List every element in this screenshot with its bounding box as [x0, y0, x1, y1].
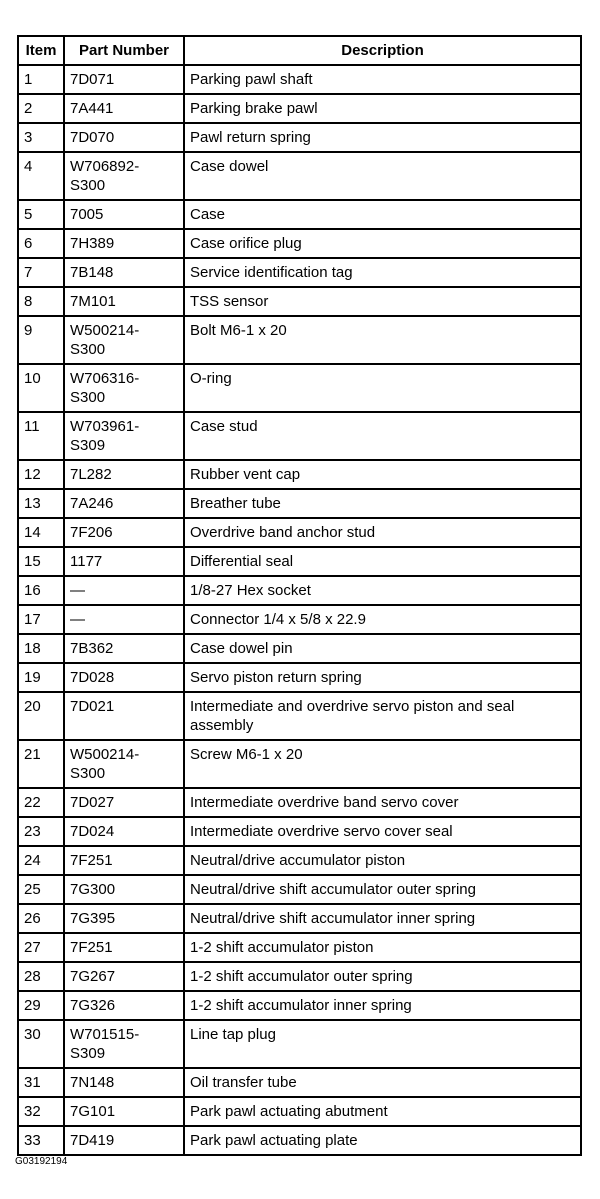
cell-description: 1-2 shift accumulator outer spring [184, 962, 581, 991]
cell-item: 32 [18, 1097, 64, 1126]
cell-item: 28 [18, 962, 64, 991]
cell-description: 1-2 shift accumulator piston [184, 933, 581, 962]
cell-description: Neutral/drive accumulator piston [184, 846, 581, 875]
cell-item: 14 [18, 518, 64, 547]
header-part-number: Part Number [64, 36, 184, 65]
cell-part-number: 7D028 [64, 663, 184, 692]
table-row [18, 460, 581, 489]
cell-part-number: 7D027 [64, 788, 184, 817]
table-row [18, 123, 581, 152]
cell-item: 1 [18, 65, 64, 94]
table-row [18, 740, 581, 788]
cell-item: 30 [18, 1020, 64, 1068]
table-row [18, 94, 581, 123]
table-row [18, 412, 581, 460]
table-row [18, 229, 581, 258]
table-row [18, 489, 581, 518]
cell-description: O-ring [184, 364, 581, 412]
cell-part-number: 7M101 [64, 287, 184, 316]
cell-item: 24 [18, 846, 64, 875]
cell-part-number: 7F206 [64, 518, 184, 547]
cell-description: Breather tube [184, 489, 581, 518]
table-row [18, 287, 581, 316]
cell-item: 2 [18, 94, 64, 123]
cell-description: Park pawl actuating abutment [184, 1097, 581, 1126]
header-row [18, 36, 581, 65]
cell-part-number: 1177 [64, 547, 184, 576]
table-row [18, 1020, 581, 1068]
table-row [18, 634, 581, 663]
cell-part-number: 7D021 [64, 692, 184, 740]
cell-item: 26 [18, 904, 64, 933]
cell-item: 20 [18, 692, 64, 740]
table-row [18, 846, 581, 875]
cell-part-number: W706316- S300 [64, 364, 184, 412]
table-row [18, 692, 581, 740]
cell-item: 4 [18, 152, 64, 200]
cell-part-number: 7A441 [64, 94, 184, 123]
cell-description: Case stud [184, 412, 581, 460]
cell-item: 3 [18, 123, 64, 152]
cell-item: 10 [18, 364, 64, 412]
table-row [18, 547, 581, 576]
table-row [18, 875, 581, 904]
cell-part-number: 7D419 [64, 1126, 184, 1155]
cell-part-number: 7D070 [64, 123, 184, 152]
table-row [18, 1126, 581, 1155]
cell-description: Intermediate and overdrive servo piston and seal assembly [184, 692, 581, 740]
figure-id: G03192194 [15, 1156, 68, 1167]
cell-item: 18 [18, 634, 64, 663]
cell-item: 5 [18, 200, 64, 229]
cell-description: Case orifice plug [184, 229, 581, 258]
cell-description: TSS sensor [184, 287, 581, 316]
parts-table [17, 35, 582, 1156]
cell-item: 22 [18, 788, 64, 817]
cell-description: Pawl return spring [184, 123, 581, 152]
cell-description: Parking brake pawl [184, 94, 581, 123]
cell-description: Overdrive band anchor stud [184, 518, 581, 547]
cell-item: 7 [18, 258, 64, 287]
cell-description: Intermediate overdrive band servo cover [184, 788, 581, 817]
cell-description: 1-2 shift accumulator inner spring [184, 991, 581, 1020]
cell-part-number: 7F251 [64, 846, 184, 875]
cell-part-number: 7H389 [64, 229, 184, 258]
cell-item: 9 [18, 316, 64, 364]
cell-description: Bolt M6-1 x 20 [184, 316, 581, 364]
table-row [18, 1068, 581, 1097]
cell-description: Case [184, 200, 581, 229]
cell-description: Connector 1/4 x 5/8 x 22.9 [184, 605, 581, 634]
cell-part-number: 7G267 [64, 962, 184, 991]
cell-description: Oil transfer tube [184, 1068, 581, 1097]
cell-part-number: W500214- S300 [64, 740, 184, 788]
table-row [18, 605, 581, 634]
cell-description: Neutral/drive shift accumulator outer spring [184, 875, 581, 904]
table-row [18, 65, 581, 94]
cell-description: Service identification tag [184, 258, 581, 287]
table-row [18, 788, 581, 817]
cell-part-number: 7N148 [64, 1068, 184, 1097]
cell-item: 29 [18, 991, 64, 1020]
header-item: Item [18, 36, 64, 65]
cell-item: 11 [18, 412, 64, 460]
cell-part-number: 7G326 [64, 991, 184, 1020]
cell-item: 16 [18, 576, 64, 605]
cell-part-number: W500214- S300 [64, 316, 184, 364]
cell-item: 6 [18, 229, 64, 258]
cell-description: Case dowel pin [184, 634, 581, 663]
cell-part-number: W703961- S309 [64, 412, 184, 460]
cell-part-number: 7F251 [64, 933, 184, 962]
cell-part-number: W701515- S309 [64, 1020, 184, 1068]
table-row [18, 364, 581, 412]
table-row [18, 258, 581, 287]
table-row [18, 316, 581, 364]
cell-description: Parking pawl shaft [184, 65, 581, 94]
cell-item: 12 [18, 460, 64, 489]
cell-description: Screw M6-1 x 20 [184, 740, 581, 788]
cell-description: Intermediate overdrive servo cover seal [184, 817, 581, 846]
cell-item: 13 [18, 489, 64, 518]
table-row [18, 904, 581, 933]
cell-item: 23 [18, 817, 64, 846]
cell-part-number: 7A246 [64, 489, 184, 518]
cell-part-number: — [64, 605, 184, 634]
table-row [18, 152, 581, 200]
cell-description: Case dowel [184, 152, 581, 200]
cell-part-number: W706892- S300 [64, 152, 184, 200]
cell-item: 31 [18, 1068, 64, 1097]
table-row [18, 663, 581, 692]
table-row [18, 933, 581, 962]
table-body [18, 65, 581, 1155]
cell-item: 17 [18, 605, 64, 634]
cell-item: 19 [18, 663, 64, 692]
cell-part-number: 7D024 [64, 817, 184, 846]
table-row [18, 1097, 581, 1126]
table-row [18, 817, 581, 846]
cell-part-number: 7D071 [64, 65, 184, 94]
cell-description: Rubber vent cap [184, 460, 581, 489]
cell-description: Park pawl actuating plate [184, 1126, 581, 1155]
table-row [18, 518, 581, 547]
cell-part-number: 7G300 [64, 875, 184, 904]
table-row [18, 576, 581, 605]
cell-description: Servo piston return spring [184, 663, 581, 692]
cell-part-number: 7G395 [64, 904, 184, 933]
cell-item: 25 [18, 875, 64, 904]
cell-part-number: 7G101 [64, 1097, 184, 1126]
cell-part-number: 7005 [64, 200, 184, 229]
cell-part-number: 7B148 [64, 258, 184, 287]
cell-description: Differential seal [184, 547, 581, 576]
cell-item: 15 [18, 547, 64, 576]
cell-item: 21 [18, 740, 64, 788]
cell-part-number: — [64, 576, 184, 605]
table-row [18, 962, 581, 991]
header-description: Description [184, 36, 581, 65]
cell-item: 33 [18, 1126, 64, 1155]
cell-part-number: 7B362 [64, 634, 184, 663]
cell-part-number: 7L282 [64, 460, 184, 489]
cell-description: Neutral/drive shift accumulator inner spring [184, 904, 581, 933]
cell-item: 27 [18, 933, 64, 962]
table-row [18, 200, 581, 229]
cell-description: 1/8-27 Hex socket [184, 576, 581, 605]
cell-description: Line tap plug [184, 1020, 581, 1068]
cell-item: 8 [18, 287, 64, 316]
table-row [18, 991, 581, 1020]
